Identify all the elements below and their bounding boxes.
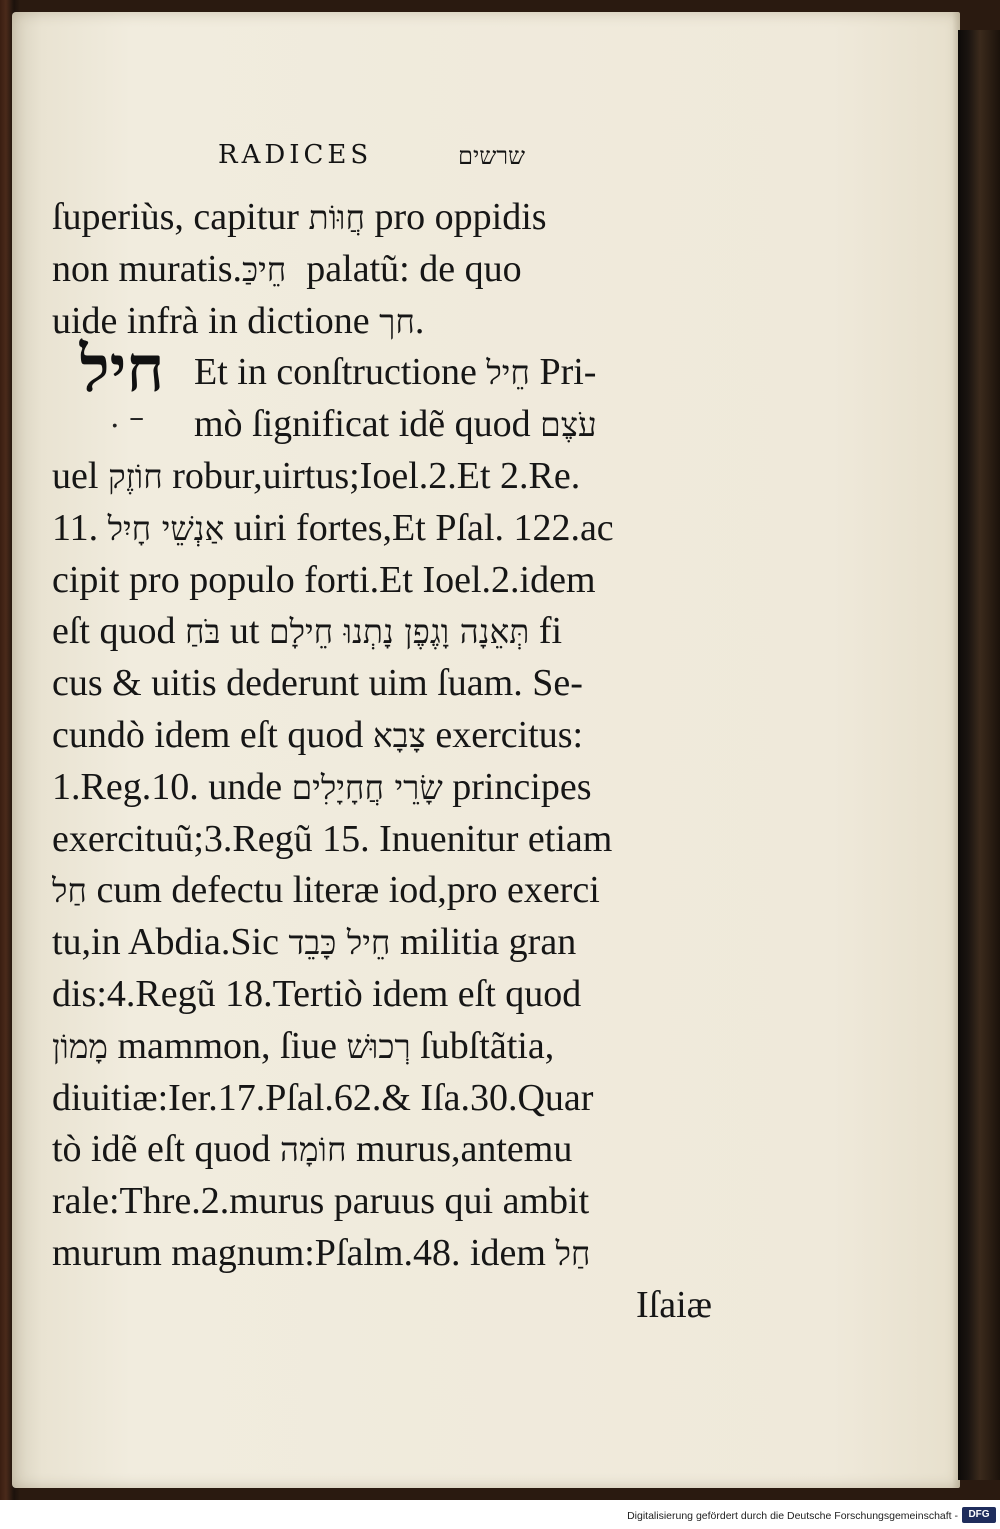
latin-text: dis:4.Regũ 18.Tertiò idem eſt quod xyxy=(52,972,582,1015)
latin-text: ut xyxy=(220,610,269,653)
latin-text: . xyxy=(414,299,425,342)
latin-text: cus & uitis dederunt uim ſuam. Se- xyxy=(52,662,583,705)
hebrew-word: שָׂרֵי חֲחָיָלִים xyxy=(291,767,443,807)
latin-text: diuitiæ:Ier.17.Pſal.62.& Iſa.30.Quar xyxy=(52,1076,594,1119)
hebrew-word: מָמוֹן xyxy=(52,1026,108,1066)
text-line xyxy=(52,606,712,658)
hebrew-word: תְּאֵנָה וָגֶפֶן נָתְנוּ חֵילָם xyxy=(268,612,530,652)
latin-text: murus,antemu xyxy=(346,1128,573,1171)
latin-text: fi xyxy=(529,610,563,653)
header-hebrew: שרשים xyxy=(458,142,526,170)
initial-marks: . – xyxy=(110,400,145,435)
latin-text: non muratis. xyxy=(52,247,242,290)
latin-text: cipit pro populo forti.Et Ioel.2.idem xyxy=(52,558,596,601)
latin-text: mò ſignificat idẽ quod xyxy=(194,403,541,446)
latin-text: uiri fortes,Et Pſal. 122.ac xyxy=(224,506,614,549)
text-line xyxy=(52,814,712,866)
text-line xyxy=(52,451,712,503)
latin-text: palatũ: de quo xyxy=(296,247,522,290)
hebrew-word: עֹצֶם xyxy=(540,405,597,445)
latin-text: Iſaiæ xyxy=(636,1283,712,1326)
hebrew-word: חוֹזֶק xyxy=(107,456,163,496)
latin-text: uide infrà in dictione xyxy=(52,299,380,342)
text-line xyxy=(52,555,712,607)
latin-text: pro oppidis xyxy=(364,196,547,238)
text-line xyxy=(52,399,712,451)
latin-text: rale:Thre.2.murus paruus qui ambit xyxy=(52,1180,590,1223)
text-line xyxy=(52,1228,712,1280)
text-line xyxy=(52,503,712,555)
latin-text: tò idẽ eſt quod xyxy=(52,1128,280,1171)
body-text xyxy=(52,192,712,1332)
text-line xyxy=(52,917,712,969)
latin-text: principes xyxy=(442,765,592,808)
latin-text: exercitus: xyxy=(425,713,584,756)
latin-text: mammon, ſiue xyxy=(107,1024,347,1067)
hebrew-word: בֹּחַ xyxy=(184,612,221,652)
latin-text: robur,uirtus;Ioel.2.Et 2.Re. xyxy=(162,454,581,497)
credit-text: Digitalisierung gefördert durch die Deutsche Forschungsgemeinschaft - xyxy=(627,1510,958,1522)
hebrew-word: אַנְשֵׁי חָיִל xyxy=(107,508,225,548)
text-line xyxy=(52,1073,712,1125)
latin-text: murum magnum:Pſalm.48. idem xyxy=(52,1231,556,1274)
hebrew-word: חֵיל xyxy=(486,353,530,393)
latin-text: cundò idem eſt quod xyxy=(52,713,373,756)
hebrew-initial: חיל xyxy=(79,332,165,407)
hebrew-word: רְכוּשׁ xyxy=(346,1026,411,1066)
binding-edge xyxy=(958,30,1000,1480)
text-line xyxy=(52,658,712,710)
text-line xyxy=(52,244,712,296)
text-line xyxy=(52,762,712,814)
text-line xyxy=(52,296,712,348)
latin-text: ſuperiùs, capitur xyxy=(52,196,309,238)
text-line xyxy=(52,1021,712,1073)
dfg-logo: DFG xyxy=(962,1507,996,1523)
latin-text: tu,in Abdia.Sic xyxy=(52,921,289,964)
hebrew-word: צָבָא xyxy=(372,715,426,755)
latin-text: 1.Reg.10. unde xyxy=(52,765,292,808)
running-header xyxy=(218,140,578,176)
header-latin: RADICES xyxy=(218,140,373,170)
latin-text: Pri- xyxy=(529,351,597,394)
hebrew-word: חַל xyxy=(555,1233,591,1273)
hebrew-word: חֵיכַּ xyxy=(241,249,297,289)
text-line xyxy=(52,969,712,1021)
latin-text: eſt quod xyxy=(52,610,185,653)
latin-text: militia gran xyxy=(390,921,577,964)
latin-text: ſubſtãtia, xyxy=(410,1024,555,1067)
text-line xyxy=(52,347,712,399)
hebrew-word: חֲוּוֹת xyxy=(308,198,365,237)
hebrew-word: חך xyxy=(379,301,415,341)
text-line xyxy=(52,1280,712,1332)
latin-text: Et in conſtructione xyxy=(194,351,487,394)
text-line xyxy=(52,1124,712,1176)
text-line xyxy=(52,710,712,762)
latin-text: exercituũ;3.Regũ 15. Inuenitur etiam xyxy=(52,817,613,860)
latin-text: uel xyxy=(52,454,108,497)
text-line xyxy=(52,192,712,244)
hebrew-word: חוֹמָה xyxy=(279,1130,347,1170)
text-line xyxy=(52,865,712,917)
hebrew-word: חֵיל כָּבֵד xyxy=(288,923,391,963)
latin-text: 11. xyxy=(52,506,108,549)
hebrew-word: חַל xyxy=(52,871,87,911)
latin-text: cum defectu literæ iod,pro exerci xyxy=(86,869,600,912)
text-line xyxy=(52,1176,712,1228)
